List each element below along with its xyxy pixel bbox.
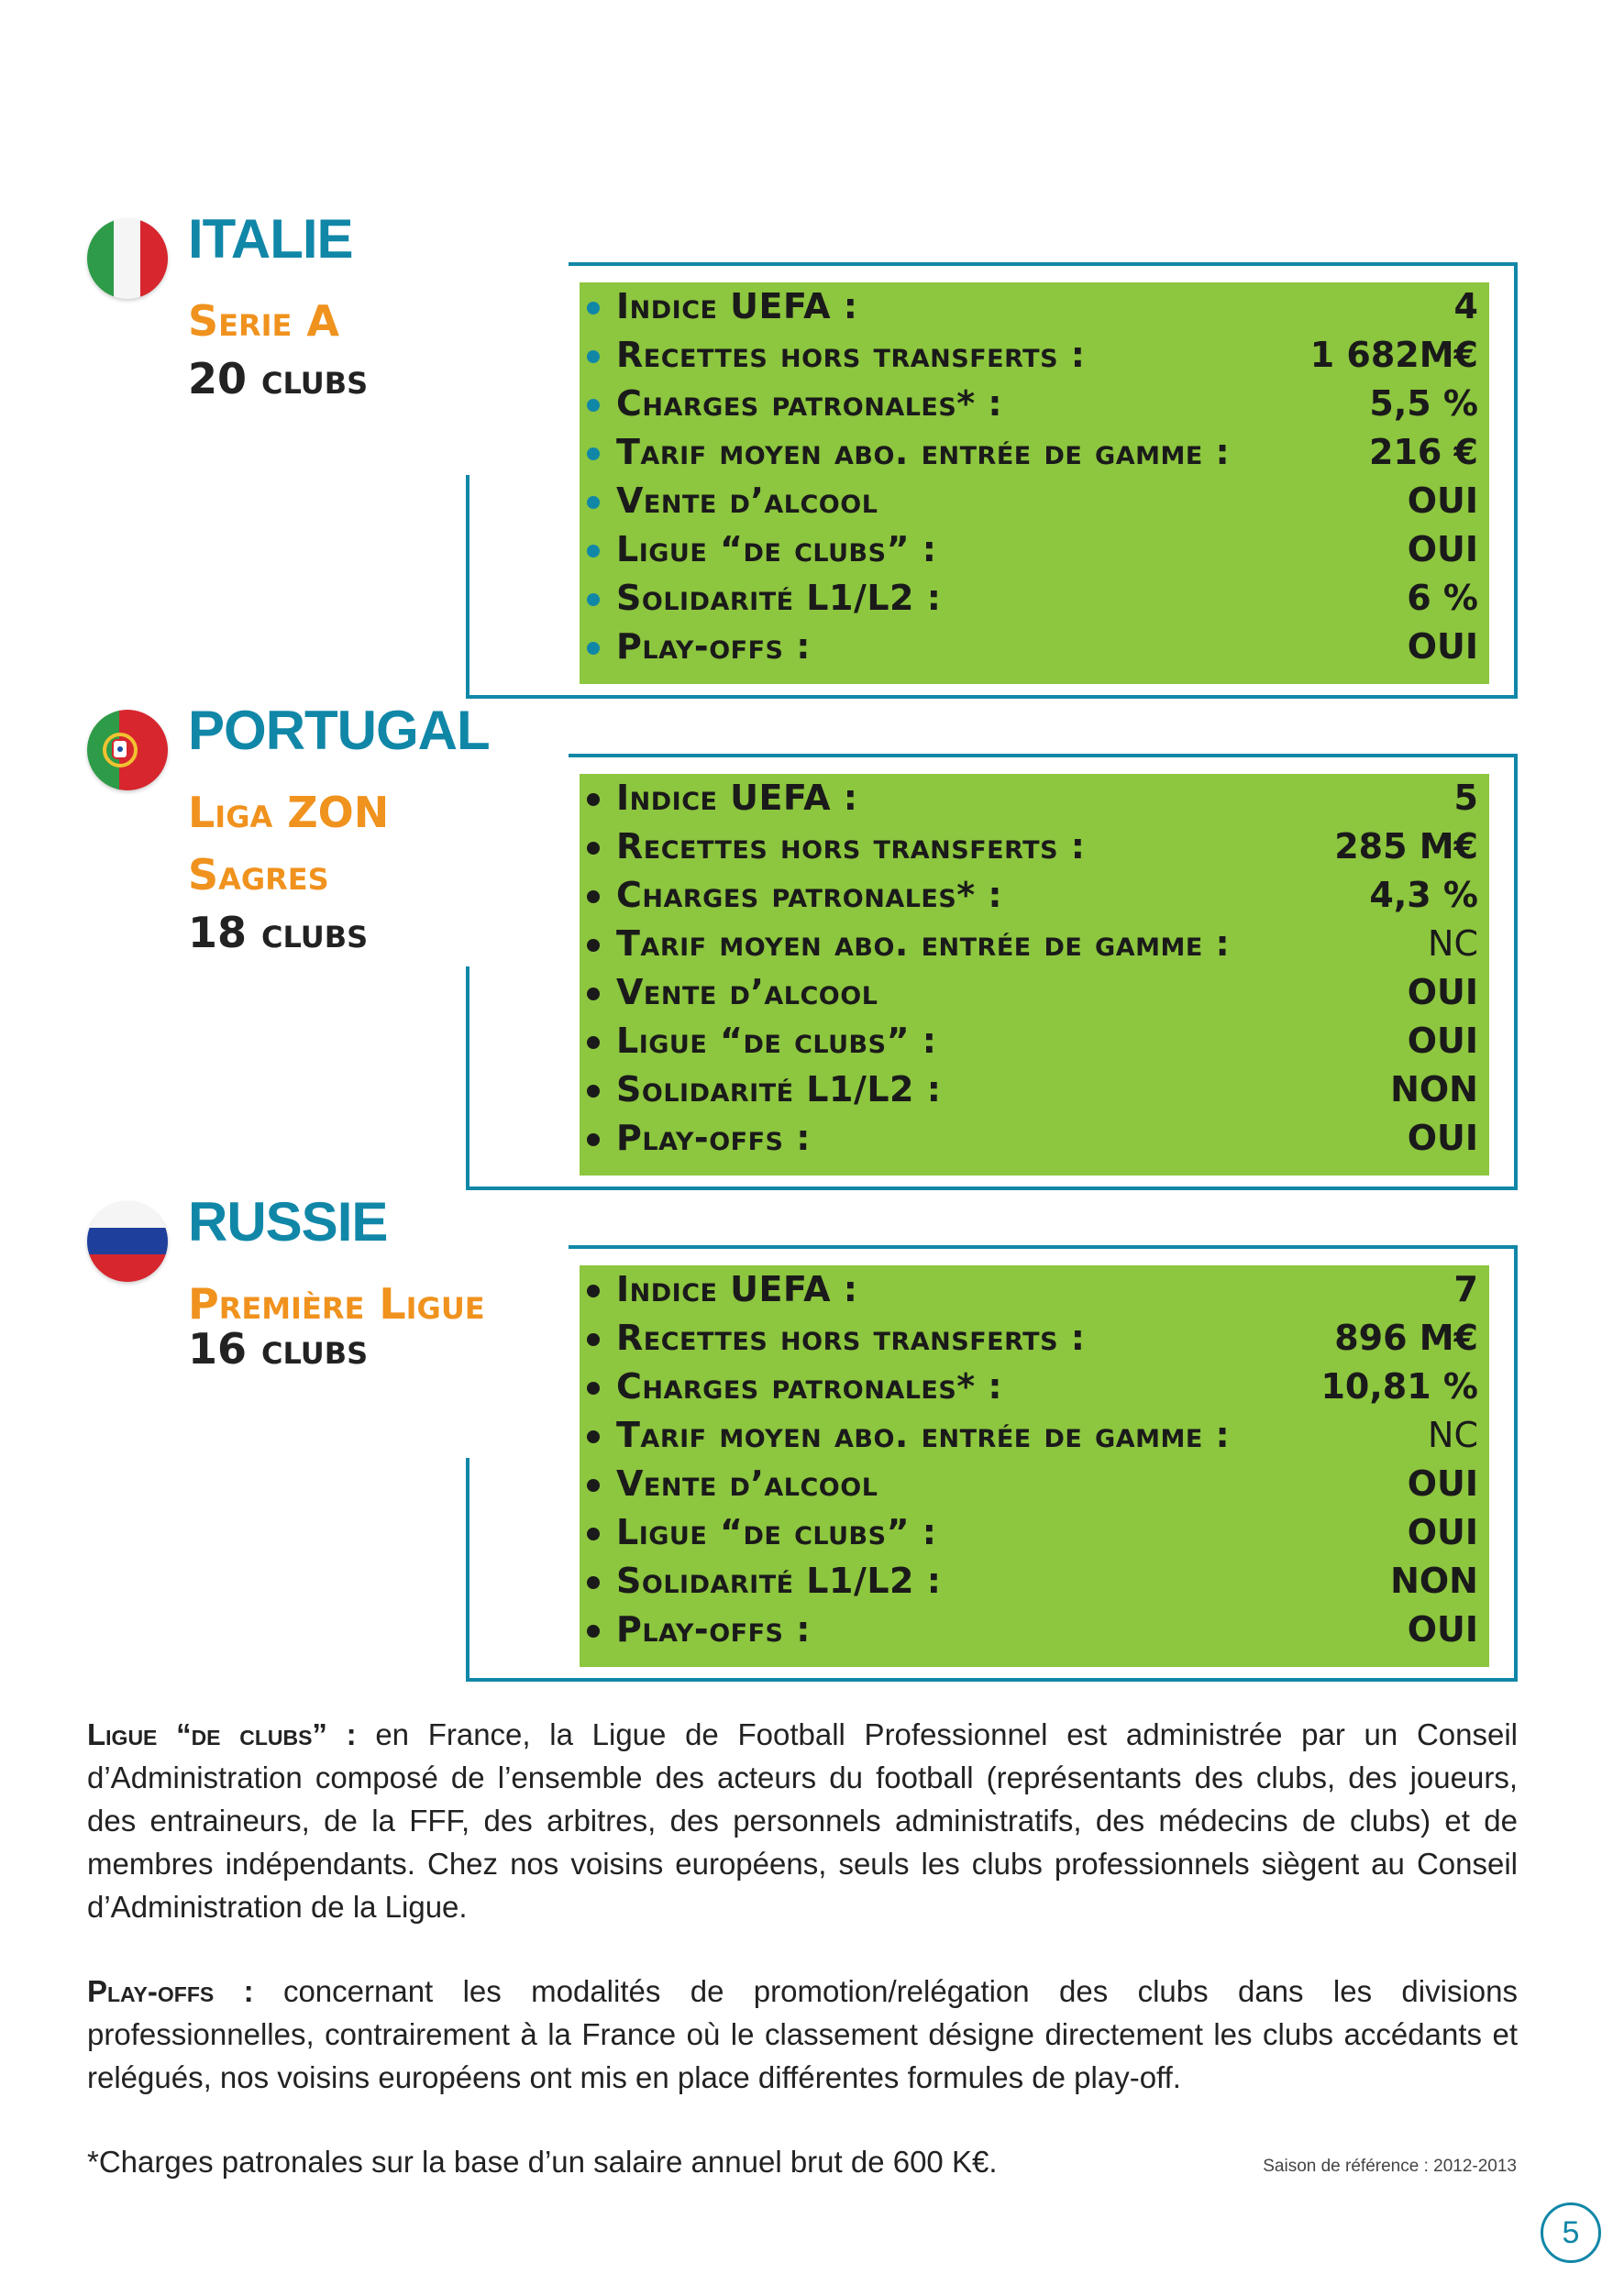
stat-value: NON <box>1390 1069 1478 1109</box>
stat-label: Ligue “de clubs” : <box>616 529 937 569</box>
stat-value: 7 <box>1453 1269 1478 1309</box>
frame-left-border <box>466 1458 470 1682</box>
stat-value: 4,3 % <box>1369 875 1478 915</box>
stat-value: NON <box>1390 1561 1478 1601</box>
country-section-russie <box>0 1191 1624 1696</box>
stat-value: 1 682M€ <box>1309 335 1478 375</box>
stat-row <box>580 1460 1489 1508</box>
stat-label: Indice UEFA : <box>616 778 858 818</box>
bullet-icon <box>587 842 600 855</box>
frame-bottom-border <box>466 1678 1518 1682</box>
stat-label: Recettes hors transferts : <box>616 1318 1086 1358</box>
stat-label: Tarif moyen abo. entrée de gamme : <box>616 1415 1231 1455</box>
bullet-icon <box>587 1430 600 1443</box>
bullet-icon <box>587 399 600 412</box>
country-name: ITALIE <box>188 208 353 270</box>
stat-row <box>580 1265 1489 1314</box>
russia-flag-icon <box>87 1201 168 1282</box>
stat-label: Tarif moyen abo. entrée de gamme : <box>616 923 1231 964</box>
stats-panel <box>580 1265 1489 1667</box>
league-line: Serie A <box>188 296 340 346</box>
note-text: concernant les modalités de promotion/relégation des clubs dans les divisions professionnelles, contrairement à la France où le classement désigne directement les clubs accédants et relégués, nos voisins européens ont mis en place différentes formules de play-off. <box>87 1974 1518 2094</box>
stat-row <box>580 1363 1489 1411</box>
stat-label: Solidarité L1/L2 : <box>616 1561 942 1601</box>
note-play-offs <box>87 1970 1518 2099</box>
stat-row <box>580 428 1489 477</box>
frame-right-border <box>1514 262 1518 699</box>
frame-right-border <box>1514 754 1518 1190</box>
stat-row <box>580 1314 1489 1363</box>
stat-row <box>580 1508 1489 1557</box>
bullet-icon <box>587 890 600 903</box>
stat-row <box>580 1606 1489 1654</box>
stat-row <box>580 871 1489 920</box>
stat-value: OUI <box>1407 1463 1478 1504</box>
stat-value: 5 <box>1453 778 1478 818</box>
stat-label: Indice UEFA : <box>616 286 858 326</box>
stat-value: NC <box>1428 923 1478 964</box>
bullet-icon <box>587 350 600 363</box>
stat-value: OUI <box>1407 1609 1478 1650</box>
bullet-icon <box>587 593 600 606</box>
stat-label: Ligue “de clubs” : <box>616 1021 937 1061</box>
stat-row <box>580 1114 1489 1163</box>
note-ligue-de-clubs <box>87 1713 1518 1928</box>
bullet-icon <box>587 642 600 655</box>
bullet-icon <box>587 447 600 460</box>
stat-label: Charges patronales* : <box>616 383 1003 424</box>
bullet-icon <box>587 1576 600 1589</box>
stat-value: NC <box>1428 1415 1478 1455</box>
stat-label: Recettes hors transferts : <box>616 335 1086 375</box>
notes-block <box>87 1713 1518 2224</box>
stat-value: 896 M€ <box>1334 1318 1478 1358</box>
stat-row <box>580 623 1489 671</box>
stat-label: Indice UEFA : <box>616 1269 858 1309</box>
country-section-italie <box>0 208 1624 713</box>
clubs-count: 16 clubs <box>188 1324 369 1374</box>
note-text: en France, la Ligue de Football Professionnel est administrée par un Conseil d’Administration composé de l’ensemble des acteurs du football (représentants des clubs, des joueurs, des entraineurs, de la FFF, des arbitres, des personnels administratifs, des médecins de clubs) et de membres indépendants. Chez nos voisins européens, seuls les clubs professionnels siègent au Conseil d’Administration de la Ligue. <box>87 1717 1519 1924</box>
bullet-icon <box>587 939 600 952</box>
frame-left-border <box>466 966 470 1190</box>
stat-row <box>580 331 1489 380</box>
stat-row <box>580 282 1489 331</box>
stat-value: OUI <box>1407 1512 1478 1552</box>
frame-top-border <box>569 754 1518 757</box>
frame-top-border <box>569 1245 1518 1249</box>
clubs-count: 18 clubs <box>188 908 369 957</box>
league-name <box>188 290 573 352</box>
portugal-flag-icon <box>87 710 168 790</box>
stat-value: OUI <box>1407 626 1478 667</box>
note-term: Ligue “de clubs” : <box>87 1717 357 1751</box>
note-charges-footnote: *Charges patronales sur la base d’un salaire annuel brut de 600 K€. <box>87 2145 998 2179</box>
stat-label: Charges patronales* : <box>616 875 1003 915</box>
stat-label: Vente d’alcool <box>616 1463 878 1504</box>
stat-value: OUI <box>1407 972 1478 1012</box>
season-reference: Saison de référence : 2012-2013 <box>1263 2157 1517 2176</box>
frame-bottom-border <box>466 1187 1518 1190</box>
page-number: 5 <box>1541 2202 1601 2263</box>
bullet-icon <box>587 1625 600 1638</box>
stats-panel <box>580 282 1489 684</box>
stat-value: OUI <box>1407 1118 1478 1158</box>
bullet-icon <box>587 1285 600 1297</box>
stat-label: Charges patronales* : <box>616 1366 1003 1407</box>
stat-row <box>580 1411 1489 1460</box>
frame-top-border <box>569 262 1518 266</box>
stat-row <box>580 1017 1489 1065</box>
stat-label: Play-offs : <box>616 1118 811 1158</box>
stat-label: Vente d’alcool <box>616 480 878 521</box>
country-name: RUSSIE <box>188 1191 388 1253</box>
stat-value: OUI <box>1407 480 1478 521</box>
league-line: Première Ligue <box>188 1279 485 1329</box>
stat-value: 10,81 % <box>1320 1366 1478 1407</box>
bullet-icon <box>587 1036 600 1049</box>
stat-row <box>580 380 1489 428</box>
stat-row <box>580 968 1489 1017</box>
country-name: PORTUGAL <box>188 700 490 761</box>
league-line: Sagres <box>188 850 329 900</box>
bullet-icon <box>587 496 600 509</box>
stat-row <box>580 477 1489 525</box>
stat-value: 216 € <box>1369 432 1478 472</box>
italy-flag-icon <box>87 218 168 299</box>
stat-value: 5,5 % <box>1369 383 1478 424</box>
bullet-icon <box>587 545 600 557</box>
stat-label: Ligue “de clubs” : <box>616 1512 937 1552</box>
stat-row <box>580 574 1489 623</box>
stats-panel <box>580 774 1489 1176</box>
bullet-icon <box>587 1382 600 1395</box>
stat-row <box>580 1557 1489 1606</box>
frame-left-border <box>466 475 470 699</box>
bullet-icon <box>587 1333 600 1346</box>
stat-label: Play-offs : <box>616 626 811 667</box>
stat-label: Tarif moyen abo. entrée de gamme : <box>616 432 1231 472</box>
stat-row <box>580 920 1489 968</box>
stat-row <box>580 774 1489 822</box>
stat-value: 285 M€ <box>1334 826 1478 867</box>
stat-label: Vente d’alcool <box>616 972 878 1012</box>
country-section-portugal <box>0 700 1624 1205</box>
league-name <box>188 781 573 906</box>
stat-label: Play-offs : <box>616 1609 811 1650</box>
bullet-icon <box>587 1085 600 1098</box>
bullet-icon <box>587 1479 600 1492</box>
bullet-icon <box>587 793 600 806</box>
stat-value: OUI <box>1407 529 1478 569</box>
stat-label: Solidarité L1/L2 : <box>616 578 942 618</box>
frame-right-border <box>1514 1245 1518 1682</box>
stat-value: OUI <box>1407 1021 1478 1061</box>
stat-row <box>580 525 1489 574</box>
frame-bottom-border <box>466 695 1518 699</box>
bullet-icon <box>587 302 600 315</box>
stat-row <box>580 822 1489 871</box>
stat-value: 4 <box>1453 286 1478 326</box>
stat-row <box>580 1065 1489 1114</box>
league-line: Liga ZON <box>188 788 390 837</box>
bullet-icon <box>587 1133 600 1146</box>
bullet-icon <box>587 988 600 1000</box>
stat-value: 6 % <box>1407 578 1478 618</box>
clubs-count: 20 clubs <box>188 354 369 403</box>
stat-label: Recettes hors transferts : <box>616 826 1086 867</box>
note-term: Play-offs : <box>87 1974 254 2008</box>
bullet-icon <box>587 1528 600 1540</box>
stat-label: Solidarité L1/L2 : <box>616 1069 942 1109</box>
